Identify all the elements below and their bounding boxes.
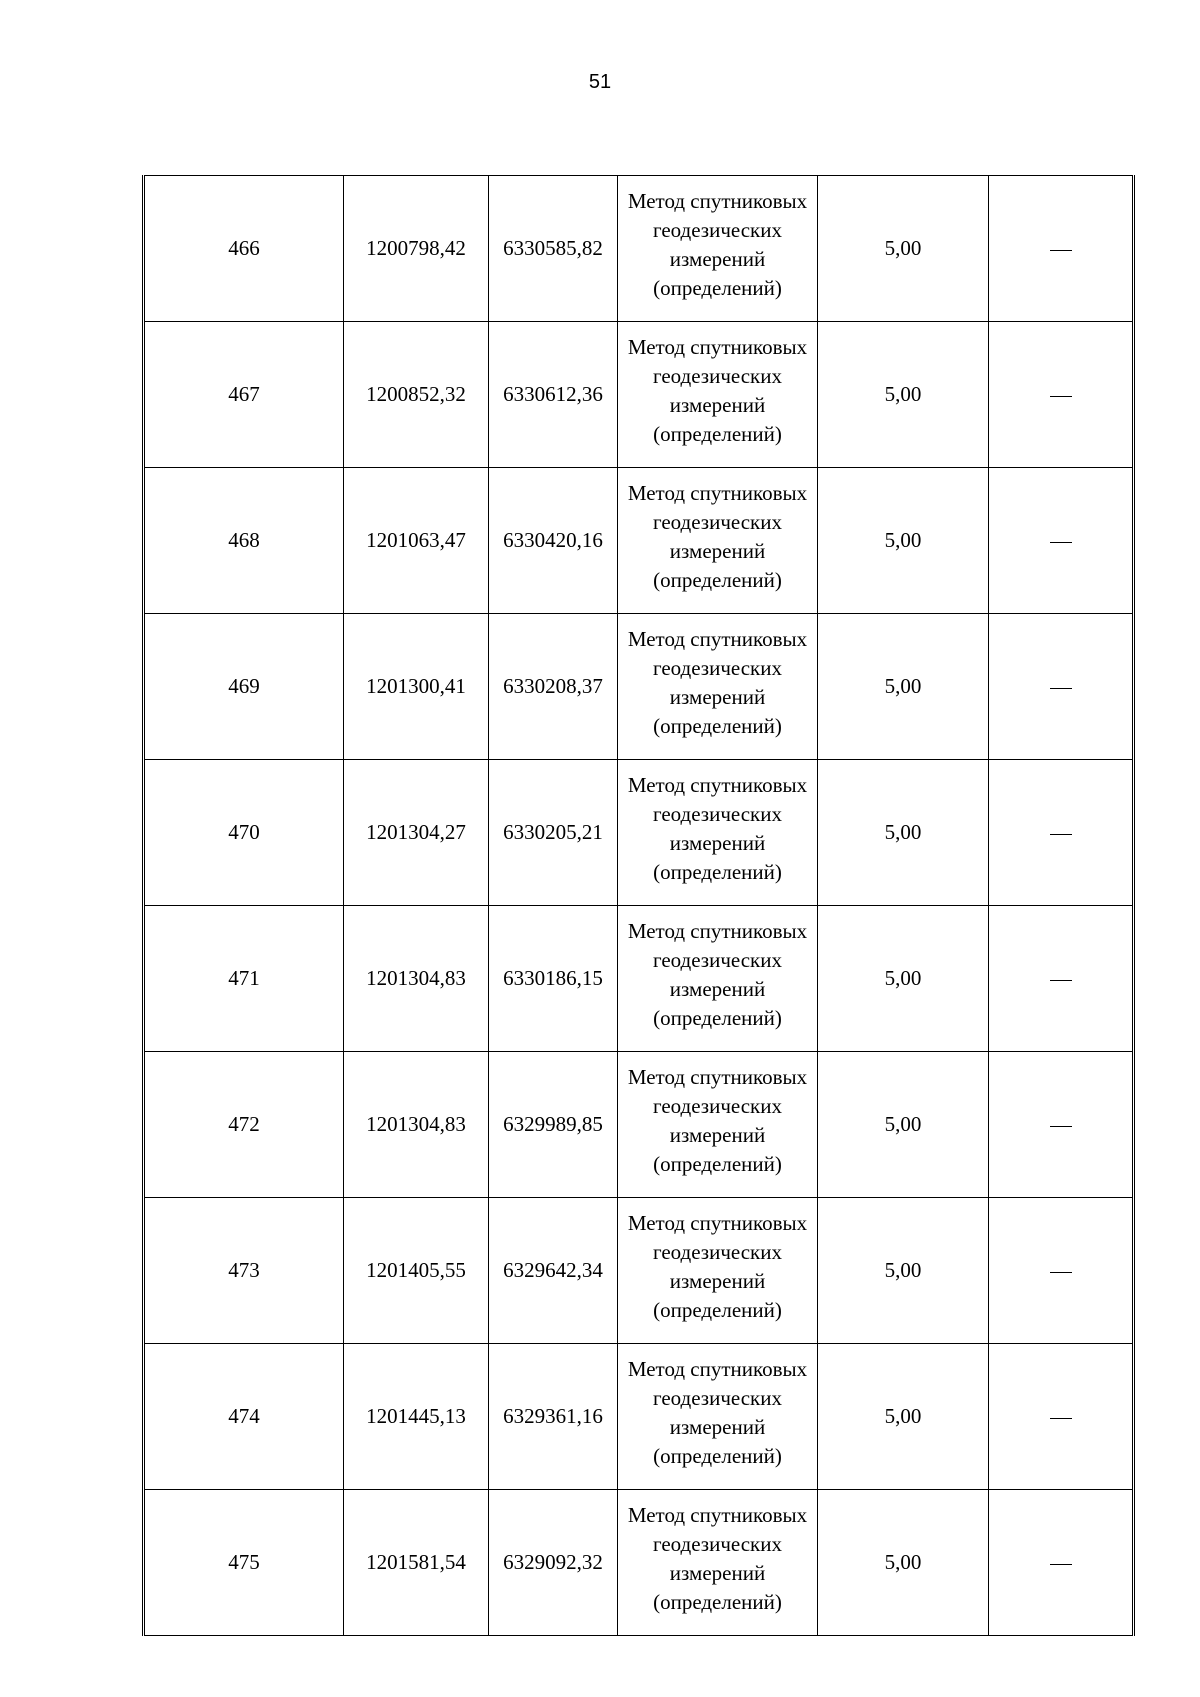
point-number-cell xyxy=(144,614,344,760)
method-line-3: измерений xyxy=(669,1122,766,1147)
method-line-3: измерений xyxy=(669,684,766,709)
method-line-2: геодезических xyxy=(652,217,782,242)
accuracy-cell xyxy=(818,176,989,322)
method-line-4: (определений) xyxy=(653,1443,782,1468)
description-cell xyxy=(989,1490,1134,1636)
method-cell xyxy=(618,1490,818,1636)
description-value xyxy=(1050,396,1072,397)
table-row xyxy=(144,906,1134,1052)
table-row xyxy=(144,760,1134,906)
method-line-2: геодезических xyxy=(652,947,782,972)
method-line-3: измерений xyxy=(669,1414,766,1439)
x-coordinate-cell xyxy=(344,1490,489,1636)
point-number-cell xyxy=(144,468,344,614)
x-coordinate: 1201063,47 xyxy=(366,528,466,552)
point-number-cell xyxy=(144,906,344,1052)
x-coordinate: 1201304,83 xyxy=(366,1112,466,1136)
accuracy-value: 5,00 xyxy=(884,236,922,260)
point-number-cell xyxy=(144,1344,344,1490)
method-line-4: (определений) xyxy=(653,1589,782,1614)
x-coordinate: 1201405,55 xyxy=(366,1258,466,1282)
method-line-3: измерений xyxy=(669,246,766,271)
table-row xyxy=(144,1198,1134,1344)
y-coordinate-cell xyxy=(489,322,618,468)
y-coordinate: 6329642,34 xyxy=(503,1258,603,1282)
method-line-1: Метод спутниковых xyxy=(627,1064,808,1089)
description-value xyxy=(1050,1418,1072,1419)
accuracy-cell xyxy=(818,1490,989,1636)
y-coordinate: 6330420,16 xyxy=(503,528,603,552)
point-number: 473 xyxy=(228,1258,260,1282)
accuracy-cell xyxy=(818,906,989,1052)
y-coordinate: 6330585,82 xyxy=(503,236,603,260)
description-value xyxy=(1050,1272,1072,1273)
method-line-4: (определений) xyxy=(653,859,782,884)
method-line-2: геодезических xyxy=(652,509,782,534)
method-line-3: измерений xyxy=(669,1560,766,1585)
method-line-4: (определений) xyxy=(653,421,782,446)
page-number: 51 xyxy=(588,71,612,93)
x-coordinate: 1200852,32 xyxy=(366,382,466,406)
accuracy-value: 5,00 xyxy=(884,820,922,844)
table-row xyxy=(144,1344,1134,1490)
method-line-2: геодезических xyxy=(652,1531,782,1556)
y-coordinate-cell xyxy=(489,1052,618,1198)
y-coordinate: 6330205,21 xyxy=(503,820,603,844)
table-row xyxy=(144,1052,1134,1198)
method-line-4: (определений) xyxy=(653,713,782,738)
y-coordinate: 6329989,85 xyxy=(503,1112,603,1136)
description-cell xyxy=(989,1344,1134,1490)
x-coordinate: 1201304,83 xyxy=(366,966,466,990)
accuracy-value: 5,00 xyxy=(884,966,922,990)
x-coordinate-cell xyxy=(344,468,489,614)
point-number: 474 xyxy=(228,1404,260,1428)
accuracy-value: 5,00 xyxy=(884,674,922,698)
description-value xyxy=(1050,834,1072,835)
method-line-4: (определений) xyxy=(653,1151,782,1176)
method-line-2: геодезических xyxy=(652,801,782,826)
y-coordinate: 6330612,36 xyxy=(503,382,603,406)
table-row xyxy=(144,176,1134,322)
description-value xyxy=(1050,1126,1072,1127)
method-cell xyxy=(618,614,818,760)
description-cell xyxy=(989,760,1134,906)
accuracy-cell xyxy=(818,322,989,468)
method-cell xyxy=(618,1198,818,1344)
accuracy-value: 5,00 xyxy=(884,1550,922,1574)
method-cell xyxy=(618,906,818,1052)
y-coordinate-cell xyxy=(489,1344,618,1490)
description-cell xyxy=(989,1052,1134,1198)
method-line-3: измерений xyxy=(669,976,766,1001)
method-line-3: измерений xyxy=(669,392,766,417)
x-coordinate-cell xyxy=(344,614,489,760)
x-coordinate-cell xyxy=(344,322,489,468)
y-coordinate: 6329092,32 xyxy=(503,1550,603,1574)
y-coordinate-cell xyxy=(489,1198,618,1344)
description-value xyxy=(1050,250,1072,251)
method-line-2: геодезических xyxy=(652,1239,782,1264)
accuracy-cell xyxy=(818,1052,989,1198)
x-coordinate: 1201304,27 xyxy=(366,820,466,844)
description-value xyxy=(1050,688,1072,689)
method-cell xyxy=(618,322,818,468)
x-coordinate-cell xyxy=(344,176,489,322)
y-coordinate-cell xyxy=(489,1490,618,1636)
accuracy-cell xyxy=(818,1198,989,1344)
x-coordinate: 1201581,54 xyxy=(366,1550,466,1574)
y-coordinate-cell xyxy=(489,176,618,322)
y-coordinate: 6330208,37 xyxy=(503,674,603,698)
method-cell xyxy=(618,1344,818,1490)
table-row xyxy=(144,1490,1134,1636)
method-line-1: Метод спутниковых xyxy=(627,1356,808,1381)
method-line-3: измерений xyxy=(669,830,766,855)
method-cell xyxy=(618,176,818,322)
method-line-4: (определений) xyxy=(653,567,782,592)
method-line-4: (определений) xyxy=(653,1297,782,1322)
point-number: 471 xyxy=(228,966,260,990)
x-coordinate: 1201445,13 xyxy=(366,1404,466,1428)
method-line-4: (определений) xyxy=(653,275,782,300)
accuracy-cell xyxy=(818,1344,989,1490)
x-coordinate: 1201300,41 xyxy=(366,674,466,698)
method-line-2: геодезических xyxy=(652,363,782,388)
description-cell xyxy=(989,322,1134,468)
y-coordinate-cell xyxy=(489,614,618,760)
coordinates-table xyxy=(142,175,1135,1636)
point-number: 470 xyxy=(228,820,260,844)
x-coordinate-cell xyxy=(344,1052,489,1198)
method-line-2: геодезических xyxy=(652,1385,782,1410)
method-line-1: Метод спутниковых xyxy=(627,1210,808,1235)
accuracy-cell xyxy=(818,614,989,760)
point-number: 472 xyxy=(228,1112,260,1136)
accuracy-cell xyxy=(818,760,989,906)
point-number-cell xyxy=(144,760,344,906)
table-row xyxy=(144,614,1134,760)
table-row xyxy=(144,468,1134,614)
method-line-1: Метод спутниковых xyxy=(627,334,808,359)
method-cell xyxy=(618,760,818,906)
point-number: 468 xyxy=(228,528,260,552)
description-cell xyxy=(989,614,1134,760)
method-line-1: Метод спутниковых xyxy=(627,626,808,651)
point-number: 469 xyxy=(228,674,260,698)
method-line-1: Метод спутниковых xyxy=(627,1502,808,1527)
method-line-1: Метод спутниковых xyxy=(627,480,808,505)
description-value xyxy=(1050,980,1072,981)
x-coordinate-cell xyxy=(344,906,489,1052)
point-number-cell xyxy=(144,1198,344,1344)
y-coordinate: 6330186,15 xyxy=(503,966,603,990)
description-cell xyxy=(989,176,1134,322)
x-coordinate-cell xyxy=(344,1344,489,1490)
point-number: 466 xyxy=(228,236,260,260)
x-coordinate-cell xyxy=(344,1198,489,1344)
method-line-3: измерений xyxy=(669,538,766,563)
accuracy-value: 5,00 xyxy=(884,1112,922,1136)
method-cell xyxy=(618,1052,818,1198)
accuracy-value: 5,00 xyxy=(884,382,922,406)
method-line-1: Метод спутниковых xyxy=(627,918,808,943)
description-value xyxy=(1050,1564,1072,1565)
table-row xyxy=(144,322,1134,468)
method-cell xyxy=(618,468,818,614)
accuracy-value: 5,00 xyxy=(884,1404,922,1428)
method-line-2: геодезических xyxy=(652,1093,782,1118)
method-line-4: (определений) xyxy=(653,1005,782,1030)
point-number-cell xyxy=(144,1052,344,1198)
method-line-3: измерений xyxy=(669,1268,766,1293)
x-coordinate: 1200798,42 xyxy=(366,236,466,260)
point-number-cell xyxy=(144,1490,344,1636)
x-coordinate-cell xyxy=(344,760,489,906)
description-cell xyxy=(989,468,1134,614)
accuracy-cell xyxy=(818,468,989,614)
description-value xyxy=(1050,542,1072,543)
y-coordinate: 6329361,16 xyxy=(503,1404,603,1428)
method-line-1: Метод спутниковых xyxy=(627,772,808,797)
description-cell xyxy=(989,906,1134,1052)
y-coordinate-cell xyxy=(489,906,618,1052)
point-number-cell xyxy=(144,322,344,468)
point-number: 467 xyxy=(228,382,260,406)
accuracy-value: 5,00 xyxy=(884,1258,922,1282)
point-number-cell xyxy=(144,176,344,322)
method-line-1: Метод спутниковых xyxy=(627,188,808,213)
point-number: 475 xyxy=(228,1550,260,1574)
y-coordinate-cell xyxy=(489,468,618,614)
table-body xyxy=(144,176,1134,1636)
method-line-2: геодезических xyxy=(652,655,782,680)
accuracy-value: 5,00 xyxy=(884,528,922,552)
y-coordinate-cell xyxy=(489,760,618,906)
description-cell xyxy=(989,1198,1134,1344)
